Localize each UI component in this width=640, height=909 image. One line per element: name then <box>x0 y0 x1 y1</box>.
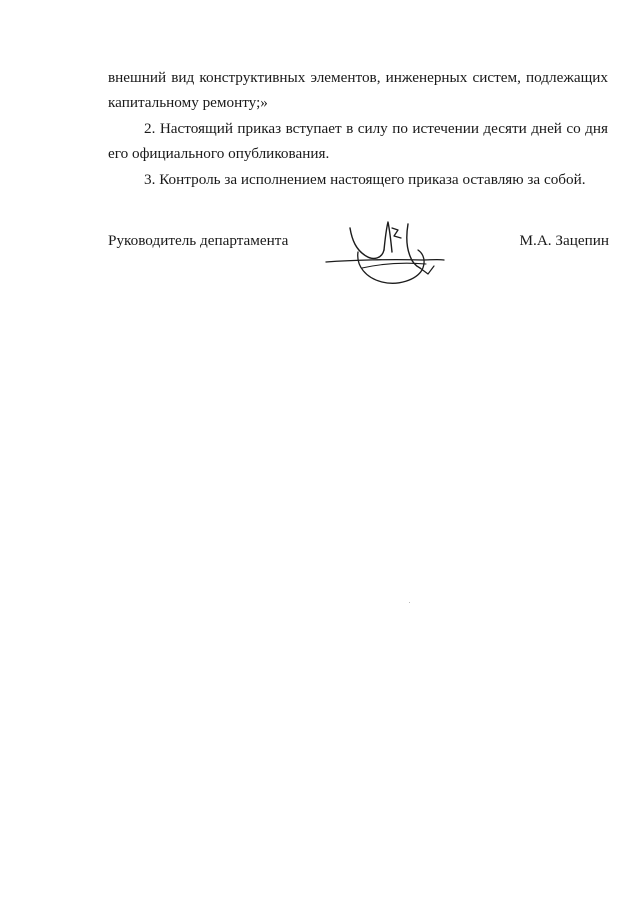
signatory-role: Руководитель департамента <box>108 232 289 249</box>
signatory-name: М.А. Зацепин <box>519 232 609 249</box>
paragraph-2 <box>108 117 608 166</box>
paragraph-1-line-2: капитальному ремонту;» <box>108 93 268 111</box>
paragraph-1 <box>108 66 608 115</box>
paragraph-1-line-1: внешний вид конструктивных элементов, инженерных систем, подлежащих <box>108 69 608 86</box>
paragraph-3-line-1: 3. Контроль за исполнением настоящего приказа оставляю за собой. <box>144 171 586 188</box>
paragraph-2-line-1: 2. Настоящий приказ вступает в силу по истечении десяти дней со дня <box>144 120 608 137</box>
paragraph-2-line-2: его официального опубликования. <box>108 144 330 162</box>
document-body <box>108 66 608 195</box>
paragraph-3 <box>108 168 608 193</box>
handwritten-signature-icon <box>322 216 452 292</box>
scan-speck <box>409 602 410 603</box>
